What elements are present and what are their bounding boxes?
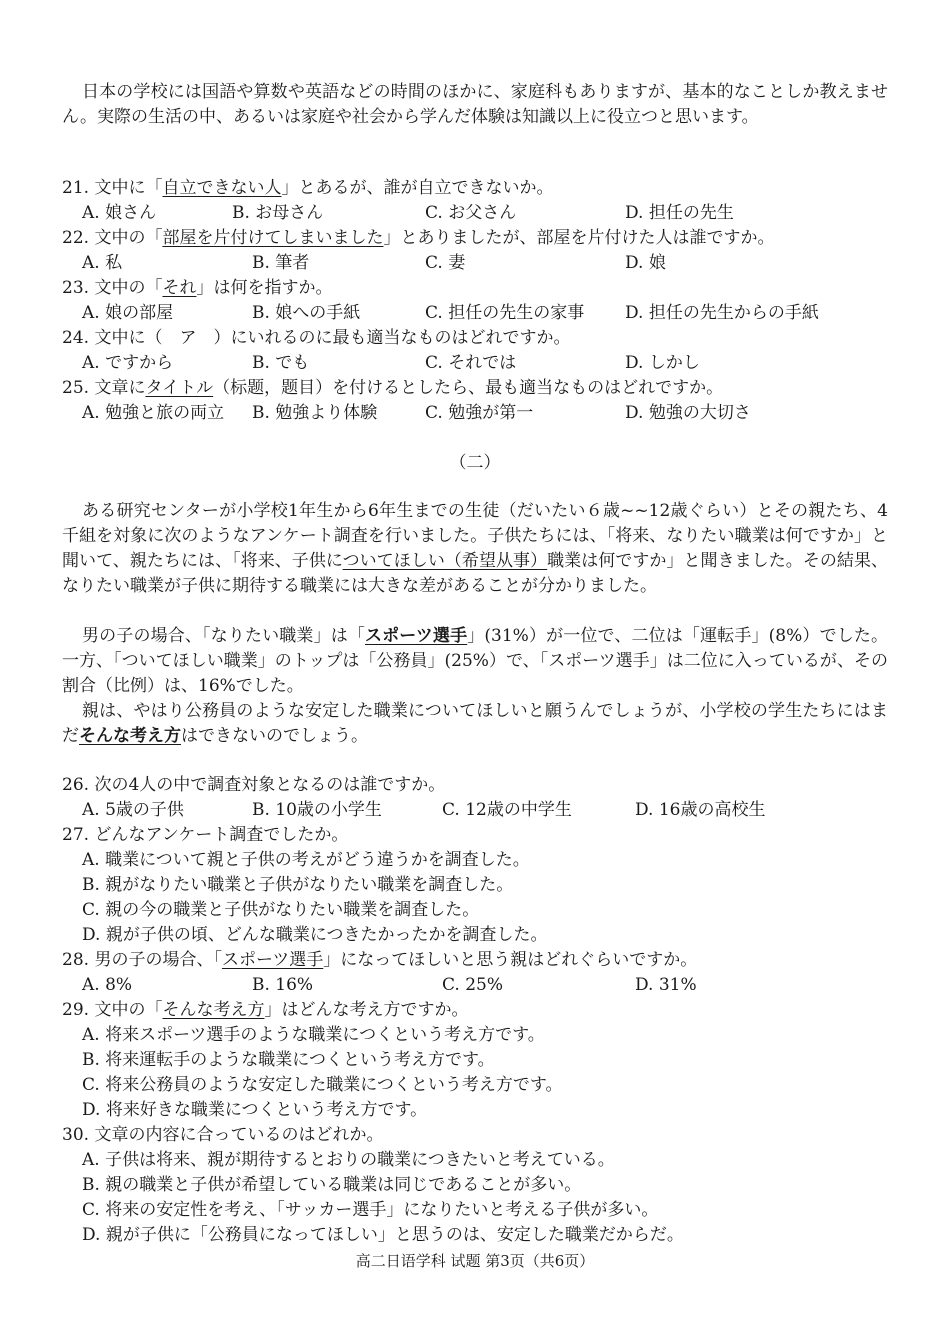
- q21-option-c[interactable]: C. お父さん: [425, 203, 517, 223]
- question-26: 26. 次の4人の中で調査対象となるのは誰ですか。: [62, 775, 446, 795]
- q28-option-d[interactable]: D. 31%: [635, 975, 697, 995]
- q24-option-d[interactable]: D. しかし: [625, 353, 700, 373]
- q25-option-b[interactable]: B. 勉強より体験: [252, 403, 378, 423]
- q23-option-a[interactable]: A. 娘の部屋: [82, 303, 174, 323]
- q30-option-d[interactable]: D. 親が子供に「公務員になってほしい」と思うのは、安定した職業だからだ。: [82, 1225, 684, 1245]
- q25-option-a[interactable]: A. 勉強と旅の両立: [82, 403, 225, 423]
- question-25: 25. 文章にタイトル（标题，题目）を付けるとしたら、最も適当なものはどれですか。: [62, 378, 724, 398]
- q21-option-a[interactable]: A. 娘さん: [82, 203, 157, 223]
- q26-option-b[interactable]: B. 10歳の小学生: [252, 800, 382, 820]
- q27-option-d[interactable]: D. 親が子供の頃、どんな職業につきたかったかを調査した。: [82, 925, 548, 945]
- q22-options: [82, 251, 902, 276]
- q26-option-c[interactable]: C. 12歳の中学生: [442, 800, 572, 820]
- q28-option-b[interactable]: B. 16%: [252, 975, 314, 995]
- p1-underlined: ついてほしい（希望从事）: [342, 551, 548, 571]
- q23-option-c[interactable]: C. 担任の先生の家事: [425, 303, 585, 323]
- q21-option-d[interactable]: D. 担任の先生: [625, 203, 734, 223]
- q21-option-b[interactable]: B. お母さん: [232, 203, 324, 223]
- q28-option-c[interactable]: C. 25%: [442, 975, 503, 995]
- question-23: 23. 文中の「それ」は何を指すか。: [62, 278, 333, 298]
- section-2-header: （二）: [449, 453, 501, 473]
- q29-option-d[interactable]: D. 将来好きな職業につくという考え方です。: [82, 1100, 428, 1120]
- q25-options: [82, 401, 902, 426]
- q27-option-b[interactable]: B. 親がなりたい職業と子供がなりたい職業を調査した。: [82, 875, 514, 895]
- q24-option-b[interactable]: B. でも: [252, 353, 310, 373]
- q27-option-c[interactable]: C. 親の今の職業と子供がなりたい職業を調査した。: [82, 900, 480, 920]
- question-29: 29. 文中の「そんな考え方」はどんな考え方ですか。: [62, 1000, 469, 1020]
- q29-option-c[interactable]: C. 将来公務員のような安定した職業につくという考え方です。: [82, 1075, 563, 1095]
- q24-option-c[interactable]: C. それでは: [425, 353, 517, 373]
- q21-options: [82, 201, 902, 226]
- q26-option-a[interactable]: A. 5歳の子供: [82, 800, 184, 820]
- q27-option-a[interactable]: A. 職業について親と子供の考えがどう違うかを調査した。: [82, 850, 530, 870]
- q25-underlined: タイトル: [145, 378, 214, 398]
- q30-option-a[interactable]: A. 子供は将来、親が期待するとおりの職業につきたいと考えている。: [82, 1150, 615, 1170]
- question-21: 21. 文中に「自立できない人」とあるが、誰が自立できないか。: [62, 178, 554, 198]
- passage-2-paragraph-3: 親は、やはり公務員のような安定した職業についてほしいと願うんでしょうが、小学校の学生たちにはまだそんな考え方はできないのでしょう。: [62, 701, 888, 746]
- q28-options: [82, 973, 902, 998]
- q23-underlined: それ: [162, 278, 197, 298]
- q30-option-c[interactable]: C. 将来の安定性を考え、「サッカー選手」になりたいと考える子供が多い。: [82, 1200, 659, 1220]
- q25-option-c[interactable]: C. 勉強が第一: [425, 403, 534, 423]
- intro-paragraph: 日本の学校には国語や算数や英語などの時間のほかに、家庭科もありますが、基本的なことしか教えません。実際の生活の中、あるいは家庭や社会から学んだ体験は知識以上に役立つと思います。: [62, 82, 888, 127]
- q23-option-d[interactable]: D. 担任の先生からの手紙: [625, 303, 819, 323]
- q30-option-b[interactable]: B. 親の職業と子供が希望している職業は同じであることが多い。: [82, 1175, 582, 1195]
- q29-option-a[interactable]: A. 将来スポーツ選手のような職業につくという考え方です。: [82, 1025, 545, 1045]
- q22-option-a[interactable]: A. 私: [82, 253, 123, 273]
- q22-option-b[interactable]: B. 筆者: [252, 253, 310, 273]
- q22-option-c[interactable]: C. 妻: [425, 253, 466, 273]
- q23-options: [82, 301, 902, 326]
- question-30: 30. 文章の内容に合っているのはどれか。: [62, 1125, 384, 1145]
- q25-option-d[interactable]: D. 勉強の大切さ: [625, 403, 751, 423]
- q28-option-a[interactable]: A. 8%: [82, 975, 133, 995]
- question-24: 24. 文中に（ ア ）にいれるのに最も適当なものはどれですか。: [62, 328, 571, 348]
- q21-underlined: 自立できない人: [162, 178, 282, 198]
- p2-underlined: スポーツ選手: [365, 626, 468, 646]
- q24-options: [82, 351, 902, 376]
- question-27: 27. どんなアンケート調査でしたか。: [62, 825, 349, 845]
- q24-option-a[interactable]: A. ですから: [82, 353, 174, 373]
- passage-2-paragraph-2: 男の子の場合、「なりたい職業」は「スポーツ選手」(31%）が一位で、二位は「運転手」(8%）でした。一方、「ついてほしい職業」のトップは「公務員」(25%）で、「スポーツ選手」は二位に入っているが、その割合（比例）は、16%でした。: [62, 626, 889, 696]
- question-22: 22. 文中の「部屋を片付けてしまいました」とありましたが、部屋を片付けた人は誰ですか。: [62, 228, 775, 248]
- p3-underlined: そんな考え方: [79, 726, 181, 746]
- q22-underlined: 部屋を片付けてしまいました: [162, 228, 384, 248]
- q26-options: [82, 798, 902, 823]
- q23-option-b[interactable]: B. 娘への手紙: [252, 303, 361, 323]
- q22-option-d[interactable]: D. 娘: [625, 253, 666, 273]
- question-28: 28. 男の子の場合、「スポーツ選手」になってほしいと思う親はどれぐらいですか。: [62, 950, 698, 970]
- q28-underlined: スポーツ選手: [221, 950, 324, 970]
- q29-underlined: そんな考え方: [162, 1000, 265, 1020]
- q29-option-b[interactable]: B. 将来運転手のような職業につくという考え方です。: [82, 1050, 495, 1070]
- q26-option-d[interactable]: D. 16歳の高校生: [635, 800, 766, 820]
- page-footer: 高二日语学科 试题 第3页（共6页）: [355, 1252, 595, 1270]
- passage-2-paragraph-1: ある研究センターが小学校1年生から6年生までの生徒（だいたい６歳~~12歳ぐらい）とその親たち、4千組を対象に次のようなアンケート調査を行いました。子供たちには、「将来、なりたい職業は何ですか」と聞いて、親たちには、「将来、子供についてほしい（希望从事）職業は何ですか」と聞きました。その結果、なりたい職業が子供に期待する職業には大きな差があることが分かりました。: [62, 501, 888, 596]
